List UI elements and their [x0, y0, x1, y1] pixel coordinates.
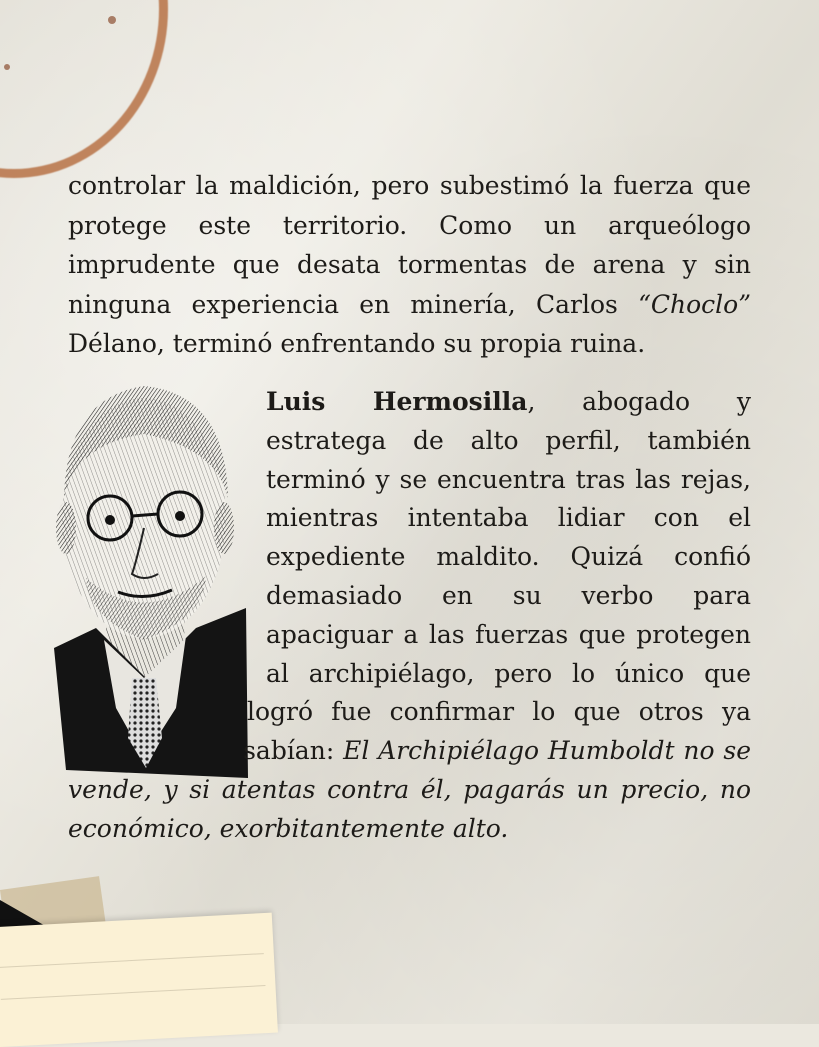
note-line [0, 953, 264, 968]
paragraph-1-nickname: “Choclo” [638, 289, 751, 319]
coffee-drop [108, 16, 116, 24]
note-line [1, 985, 266, 1000]
paragraph-1-text-a: controlar la maldición, pero subestimó la fuerza que protege este territorio. Como un arqueólogo imprudente que desata tormentas de arena y sin ninguna experiencia en minería, Carlos [68, 171, 751, 319]
paragraph-1 [68, 166, 751, 364]
coffee-drop [4, 64, 10, 70]
paragraph-1-text-b: Délano, terminó enfrentando su propia ruina. [68, 329, 646, 358]
paragraph-2-text-a: , abogado y estratega de alto perfil, también terminó y se encuentra tras las rejas, mientras intentaba lidiar con el expediente maldito. Quizá confió demasiado en su verbo para apaciguar a las fuerzas que protegen al archipiélago, pero lo único que logró fue confirmar lo que otros ya sabían: [243, 387, 751, 766]
person-name: Luis Hermosilla [266, 387, 528, 416]
note-paper [0, 913, 278, 1047]
text-wrap-shape [68, 383, 266, 763]
closing-statement: El Archipiélago Humboldt no se vende, y si atentas contra él, pagarás un precio, no económico, exorbitantemente alto. [68, 736, 751, 843]
paragraph-2 [68, 383, 751, 863]
